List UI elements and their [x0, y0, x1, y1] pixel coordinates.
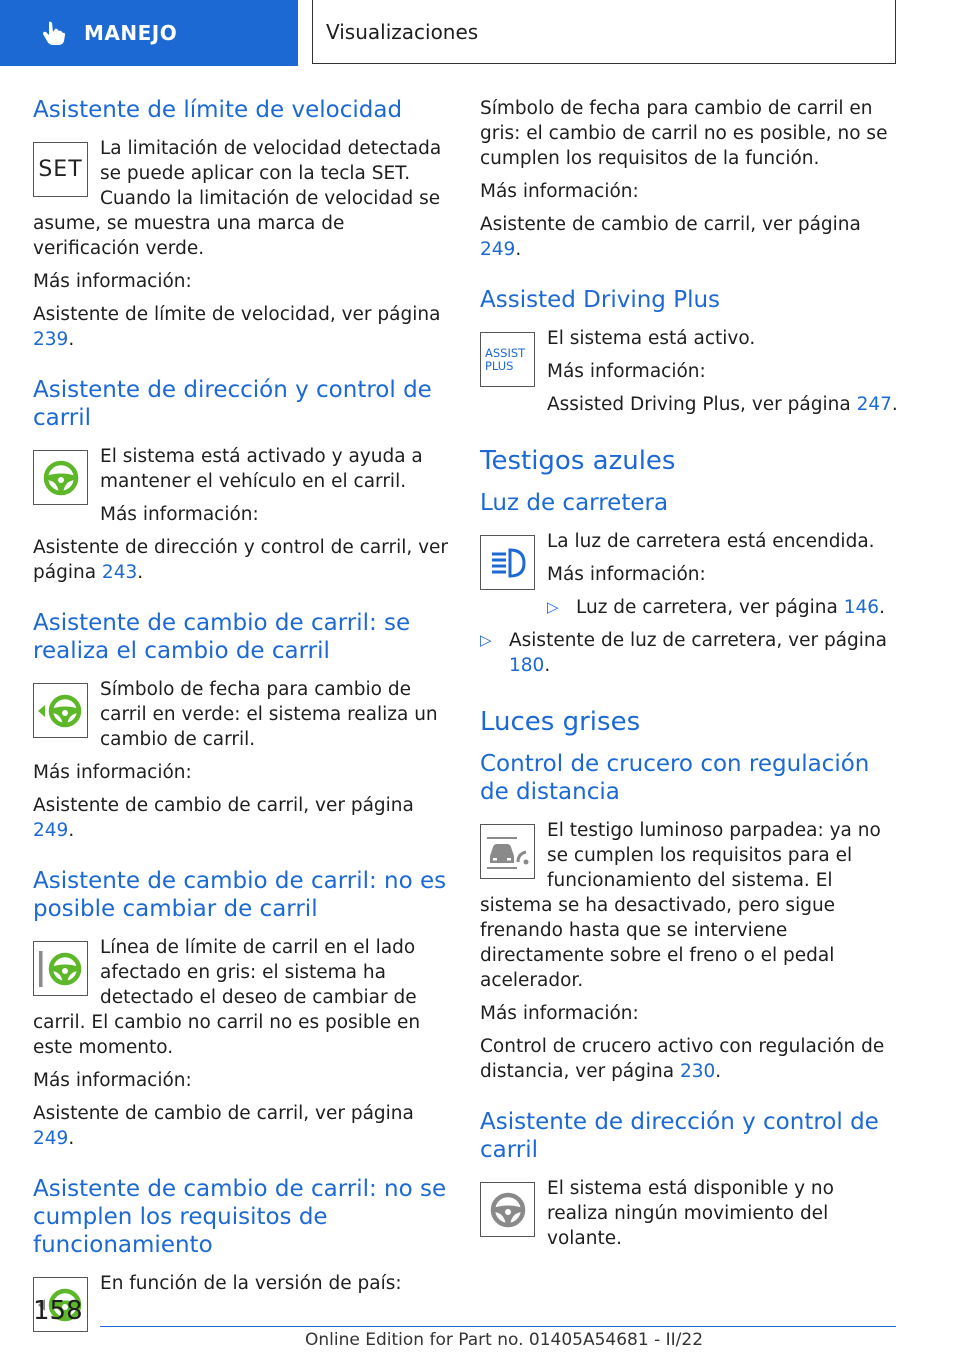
assisted-driving-plus-description: El sistema está activo. [547, 328, 756, 349]
steering-wheel-green-icon [33, 450, 88, 505]
speed-limit-description: La limitación de velocidad detectada se puede aplicar con la tecla SET. Cuando la limitación de velocidad se asume, se muestra una marca de verificación verde. [33, 138, 442, 259]
lane-change-requirements-description: En función de la versión de país: [100, 1273, 402, 1294]
section-title-assisted-driving-plus: Assisted Driving Plus [480, 287, 721, 313]
assisted-driving-plus-block [480, 326, 898, 417]
more-info-label: Más información: [547, 361, 706, 382]
cruise-control-distance-icon [480, 824, 535, 879]
high-beam-icon [480, 535, 535, 590]
assist-plus-line2: PLUS [485, 358, 514, 373]
high-beam-description: La luz de carretera está encendida. [547, 531, 875, 552]
more-info-label: Más información: [480, 1003, 639, 1024]
lane-change-not-possible-description: Línea de límite de carril en el lado afectado en gris: el sistema ha detectado el deseo de cambiar de carril. El cambio no carril no es posible en este momento. [33, 937, 421, 1058]
speed-limit-block [33, 136, 451, 352]
right-column [480, 96, 898, 1259]
reference-text: Asistente de límite de velocidad, ver página 239. [33, 304, 441, 350]
bullet-item: ▷ Asistente de luz de carretera, ver página 180. [480, 630, 887, 676]
reference-label: Asistente de cambio de carril, ver página [33, 795, 414, 816]
chapter-tab[interactable] [0, 0, 298, 66]
more-info-label: Más información: [480, 181, 639, 202]
cruise-control-description: El testigo luminoso parpadea: ya no se cumplen los requisitos para el funcionamiento del sistema. El sistema se ha desactivado, pero sigue frenando hasta que se interviene directamente sobre el freno o el pedal acelerador. [480, 820, 881, 991]
triangle-bullet-icon: ▷ [547, 598, 559, 616]
heading-grey-indicators: Luces grises [480, 707, 641, 737]
section-title-lane-change-performed: Asistente de cambio de carril: se realiza el cambio de carril [33, 610, 411, 664]
page-link[interactable]: 249 [480, 239, 516, 260]
lane-change-grey-description: Símbolo de fecha para cambio de carril en gris: el cambio de carril no es posible, no se cumplen los requisitos de la función. [480, 98, 888, 169]
reference-label: Asistente de dirección y control de carril, ver página [33, 537, 449, 583]
reference-text: Assisted Driving Plus, ver página 247. [547, 394, 898, 415]
high-beam-block [480, 529, 898, 620]
reference-label: Asistente de cambio de carril, ver página [480, 214, 861, 235]
triangle-bullet-icon: ▷ [480, 631, 492, 649]
assist-plus-line1: ASSIST [485, 345, 526, 360]
page-link[interactable]: 230 [679, 1061, 716, 1082]
page-link[interactable]: 247 [856, 394, 892, 415]
reference-text: Asistente de dirección y control de carril, ver página 243. [33, 537, 449, 583]
reference-label: Asistente de cambio de carril, ver página [33, 1103, 414, 1124]
lane-change-requirements-block [33, 1271, 451, 1329]
chapter-label: MANEJO [84, 21, 178, 45]
heading-blue-indicators: Testigos azules [480, 446, 676, 476]
lane-change-performed-description: Símbolo de fecha para cambio de carril en verde: el sistema realiza un cambio de carril. [100, 679, 438, 750]
set-icon-label: SET [38, 157, 83, 182]
reference-text: Asistente de cambio de carril, ver página 249. [33, 1103, 414, 1149]
page-link[interactable]: 249 [33, 1128, 69, 1149]
bullet-label: Luz de carretera, ver página [576, 597, 838, 618]
lane-change-performed-block [33, 677, 451, 752]
more-info-label: Más información: [33, 762, 192, 783]
section-title-cruise-control: Control de crucero con regulación de distancia [480, 751, 870, 805]
section-tab[interactable]: Visualizaciones [312, 0, 896, 64]
steering-lane-block [33, 444, 451, 527]
bullet-label: Asistente de luz de carretera, ver página [509, 630, 887, 651]
page-link[interactable]: 180 [509, 655, 545, 676]
more-info-label: Más información: [33, 1070, 192, 1091]
assist-plus-icon [480, 332, 535, 387]
section-title-steering-lane: Asistente de dirección y control de carril [33, 377, 432, 431]
bullet-item: ▷ Luz de carretera, ver página 146. [547, 597, 885, 618]
page-link[interactable]: 239 [33, 329, 69, 350]
more-info-label: Más información: [33, 271, 192, 292]
cruise-control-block [480, 818, 898, 1084]
reference-label: Assisted Driving Plus, ver página [547, 394, 851, 415]
steering-wheel-grey-icon [480, 1182, 535, 1237]
lane-change-arrow-green-icon [33, 683, 88, 738]
page-link[interactable]: 249 [33, 820, 69, 841]
reference-label: Asistente de límite de velocidad, ver página [33, 304, 441, 325]
reference-text: Asistente de cambio de carril, ver página 249. [33, 795, 414, 841]
steering-lane-description: El sistema está activado y ayuda a mantener el vehículo en el carril. [100, 446, 423, 492]
section-title-lane-change-not-possible: Asistente de cambio de carril: no es posible cambiar de carril [33, 868, 447, 922]
page-number: 158 [33, 1296, 83, 1326]
section-title-high-beam: Luz de carretera [480, 490, 669, 516]
more-info-label: Más información: [100, 504, 259, 525]
section-title-speed-limit: Asistente de límite de velocidad [33, 97, 403, 123]
section-title-steering-lane-grey: Asistente de dirección y control de carril [480, 1109, 879, 1163]
set-icon [33, 142, 88, 197]
hand-pointer-icon [40, 19, 68, 47]
footer-divider [100, 1326, 896, 1327]
page-link[interactable]: 146 [843, 597, 880, 618]
page-link[interactable]: 243 [101, 562, 138, 583]
lane-boundary-grey-icon [33, 941, 88, 996]
footer-edition: Online Edition for Part no. 01405A54681 - II/22 [305, 1330, 704, 1350]
more-info-label: Más información: [547, 564, 706, 585]
page-header [0, 0, 960, 66]
steering-lane-grey-description: El sistema está disponible y no realiza ningún movimiento del volante. [547, 1178, 834, 1249]
reference-text: Control de crucero activo con regulación de distancia, ver página 230. [480, 1036, 885, 1082]
left-column [33, 96, 451, 1329]
reference-label: Control de crucero activo con regulación de distancia, ver página [480, 1036, 885, 1082]
section-title-lane-change-requirements: Asistente de cambio de carril: no se cumplen los requisitos de funcionamiento [33, 1176, 447, 1258]
lane-change-not-possible-block [33, 935, 451, 1151]
steering-lane-grey-block [480, 1176, 898, 1251]
reference-text: Asistente de cambio de carril, ver página 249. [480, 214, 861, 260]
